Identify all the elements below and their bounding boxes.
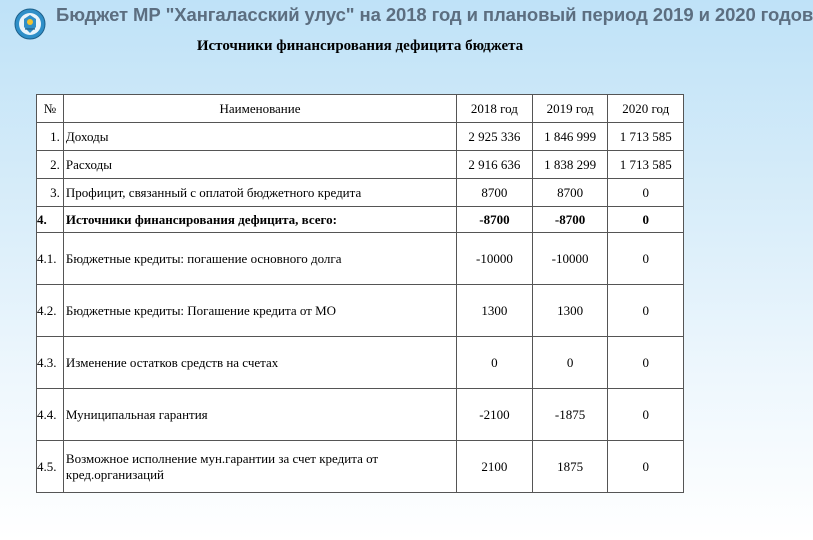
deficit-financing-table — [36, 94, 684, 493]
row-number: 4.2. — [37, 285, 64, 337]
table-row — [37, 285, 684, 337]
table-header-row — [37, 95, 684, 123]
row-name: Возможное исполнение мун.гарантии за счет кредита от кред.организаций — [63, 441, 456, 493]
table-row — [37, 233, 684, 285]
coat-of-arms-icon — [14, 8, 46, 40]
column-header-2019: 2019 год — [532, 95, 608, 123]
row-name: Бюджетные кредиты: погашение основного долга — [63, 233, 456, 285]
value-2020: 0 — [608, 207, 684, 233]
value-2018: 2100 — [457, 441, 533, 493]
value-2020: 0 — [608, 179, 684, 207]
row-name: Источники финансирования дефицита, всего: — [63, 207, 456, 233]
header-bar — [0, 0, 813, 32]
value-2019: -1875 — [532, 389, 608, 441]
row-number: 1. — [37, 123, 64, 151]
table-row — [37, 441, 684, 493]
value-2019: 1875 — [532, 441, 608, 493]
row-number: 3. — [37, 179, 64, 207]
value-2020: 1 713 585 — [608, 123, 684, 151]
value-2018: 0 — [457, 337, 533, 389]
row-number: 4. — [37, 207, 64, 233]
value-2019: -8700 — [532, 207, 608, 233]
table-row — [37, 337, 684, 389]
value-2018: 1300 — [457, 285, 533, 337]
row-name: Профицит, связанный с оплатой бюджетного кредита — [63, 179, 456, 207]
row-number: 4.4. — [37, 389, 64, 441]
row-name: Муниципальная гарантия — [63, 389, 456, 441]
row-name: Расходы — [63, 151, 456, 179]
value-2019: 0 — [532, 337, 608, 389]
value-2020: 0 — [608, 337, 684, 389]
row-name: Изменение остатков средств на счетах — [63, 337, 456, 389]
value-2020: 0 — [608, 285, 684, 337]
value-2018: 2 916 636 — [457, 151, 533, 179]
table-title: Источники финансирования дефицита бюджета — [196, 38, 524, 54]
column-header-name: Наименование — [63, 95, 456, 123]
value-2018: -8700 — [457, 207, 533, 233]
value-2020: 0 — [608, 233, 684, 285]
column-header-number: № — [37, 95, 64, 123]
value-2020: 0 — [608, 441, 684, 493]
value-2019: 8700 — [532, 179, 608, 207]
value-2019: -10000 — [532, 233, 608, 285]
row-name: Бюджетные кредиты: Погашение кредита от МО — [63, 285, 456, 337]
row-number: 4.3. — [37, 337, 64, 389]
row-number: 4.1. — [37, 233, 64, 285]
table-row — [37, 123, 684, 151]
table-row-total — [37, 207, 684, 233]
table-row — [37, 179, 684, 207]
table-row — [37, 151, 684, 179]
value-2019: 1300 — [532, 285, 608, 337]
row-name: Доходы — [63, 123, 456, 151]
column-header-2020: 2020 год — [608, 95, 684, 123]
value-2018: -10000 — [457, 233, 533, 285]
page-title: Бюджет МР "Хангаласский улус" на 2018 год и плановый период 2019 и 2020 годов — [56, 4, 813, 25]
value-2018: 8700 — [457, 179, 533, 207]
value-2019: 1 846 999 — [532, 123, 608, 151]
row-number: 4.5. — [37, 441, 64, 493]
column-header-2018: 2018 год — [457, 95, 533, 123]
value-2020: 1 713 585 — [608, 151, 684, 179]
value-2020: 0 — [608, 389, 684, 441]
row-number: 2. — [37, 151, 64, 179]
table-row — [37, 389, 684, 441]
value-2019: 1 838 299 — [532, 151, 608, 179]
value-2018: -2100 — [457, 389, 533, 441]
value-2018: 2 925 336 — [457, 123, 533, 151]
